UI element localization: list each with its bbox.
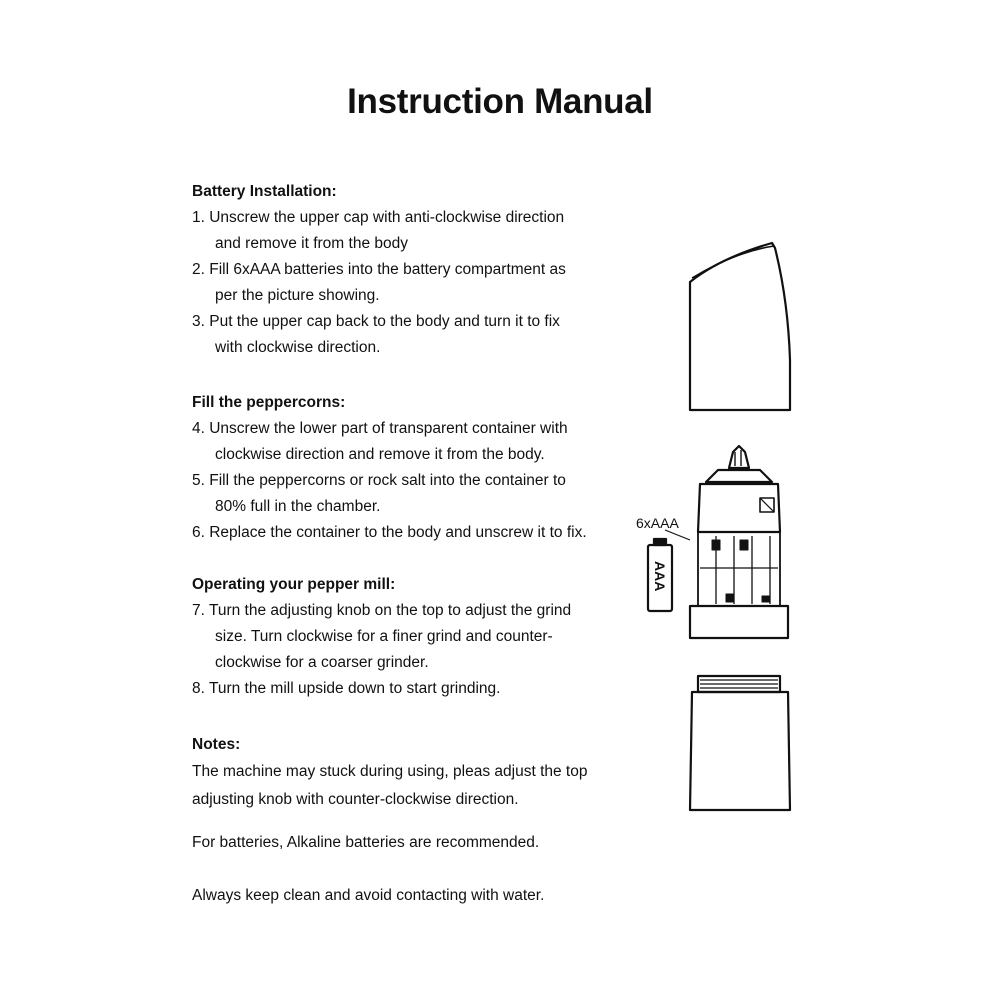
operating-section (192, 572, 652, 702)
step-5-line-2: 80% full in the chamber. (215, 498, 381, 515)
battery-count-label: 6xAAA (636, 515, 679, 531)
step-5 (192, 468, 652, 520)
step-8-line-1: 8. Turn the mill upside down to start grinding. (192, 680, 501, 697)
step-1-line-1: 1. Unscrew the upper cap with anti-clockwise direction (192, 209, 565, 226)
battery-installation-section (192, 179, 652, 361)
battery-label: AAA (652, 561, 668, 592)
step-1-line-2: and remove it from the body (215, 235, 408, 252)
upper-cap-illustration (690, 243, 790, 410)
pepper-mill-illustration (620, 230, 820, 820)
step-8 (192, 676, 652, 702)
operating-heading: Operating your pepper mill: (192, 576, 396, 593)
lower-container-illustration (690, 676, 790, 810)
fill-peppercorns-section (192, 390, 652, 546)
step-5-line-1: 5. Fill the peppercorns or rock salt into the container to (192, 472, 566, 489)
step-7-line-1: 7. Turn the adjusting knob on the top to adjust the grind (192, 602, 572, 619)
page-title: Instruction Manual (347, 82, 653, 121)
step-3-line-1: 3. Put the upper cap back to the body and turn it to fix (192, 313, 560, 330)
battery-installation-heading: Battery Installation: (192, 183, 337, 200)
step-6-line-1: 6. Replace the container to the body and unscrew it to fix. (192, 524, 587, 541)
step-4-line-2: clockwise direction and remove it from the body. (215, 446, 545, 463)
step-7-line-2: size. Turn clockwise for a finer grind and counter- (215, 628, 553, 645)
step-1 (192, 205, 652, 257)
step-7-line-3: clockwise for a coarser grinder. (215, 654, 429, 671)
step-7 (192, 598, 652, 676)
step-2-line-1: 2. Fill 6xAAA batteries into the battery compartment as (192, 261, 566, 278)
step-3-line-2: with clockwise direction. (215, 339, 381, 356)
notes-heading: Notes: (192, 736, 241, 753)
step-2 (192, 257, 652, 309)
battery-recommendation: For batteries, Alkaline batteries are recommended. (192, 834, 540, 851)
notes-line-2: adjusting knob with counter-clockwise direction. (192, 791, 519, 808)
step-2-line-2: per the picture showing. (215, 287, 380, 304)
notes-line-1: The machine may stuck during using, pleas adjust the top (192, 763, 588, 780)
fill-peppercorns-heading: Fill the peppercorns: (192, 394, 346, 411)
step-6 (192, 520, 652, 546)
step-4-line-1: 4. Unscrew the lower part of transparent container with (192, 420, 568, 437)
notes-section (192, 732, 652, 814)
step-4 (192, 416, 652, 468)
mill-body-illustration (690, 446, 788, 638)
care-note: Always keep clean and avoid contacting with water. (192, 887, 545, 904)
step-3 (192, 309, 652, 361)
